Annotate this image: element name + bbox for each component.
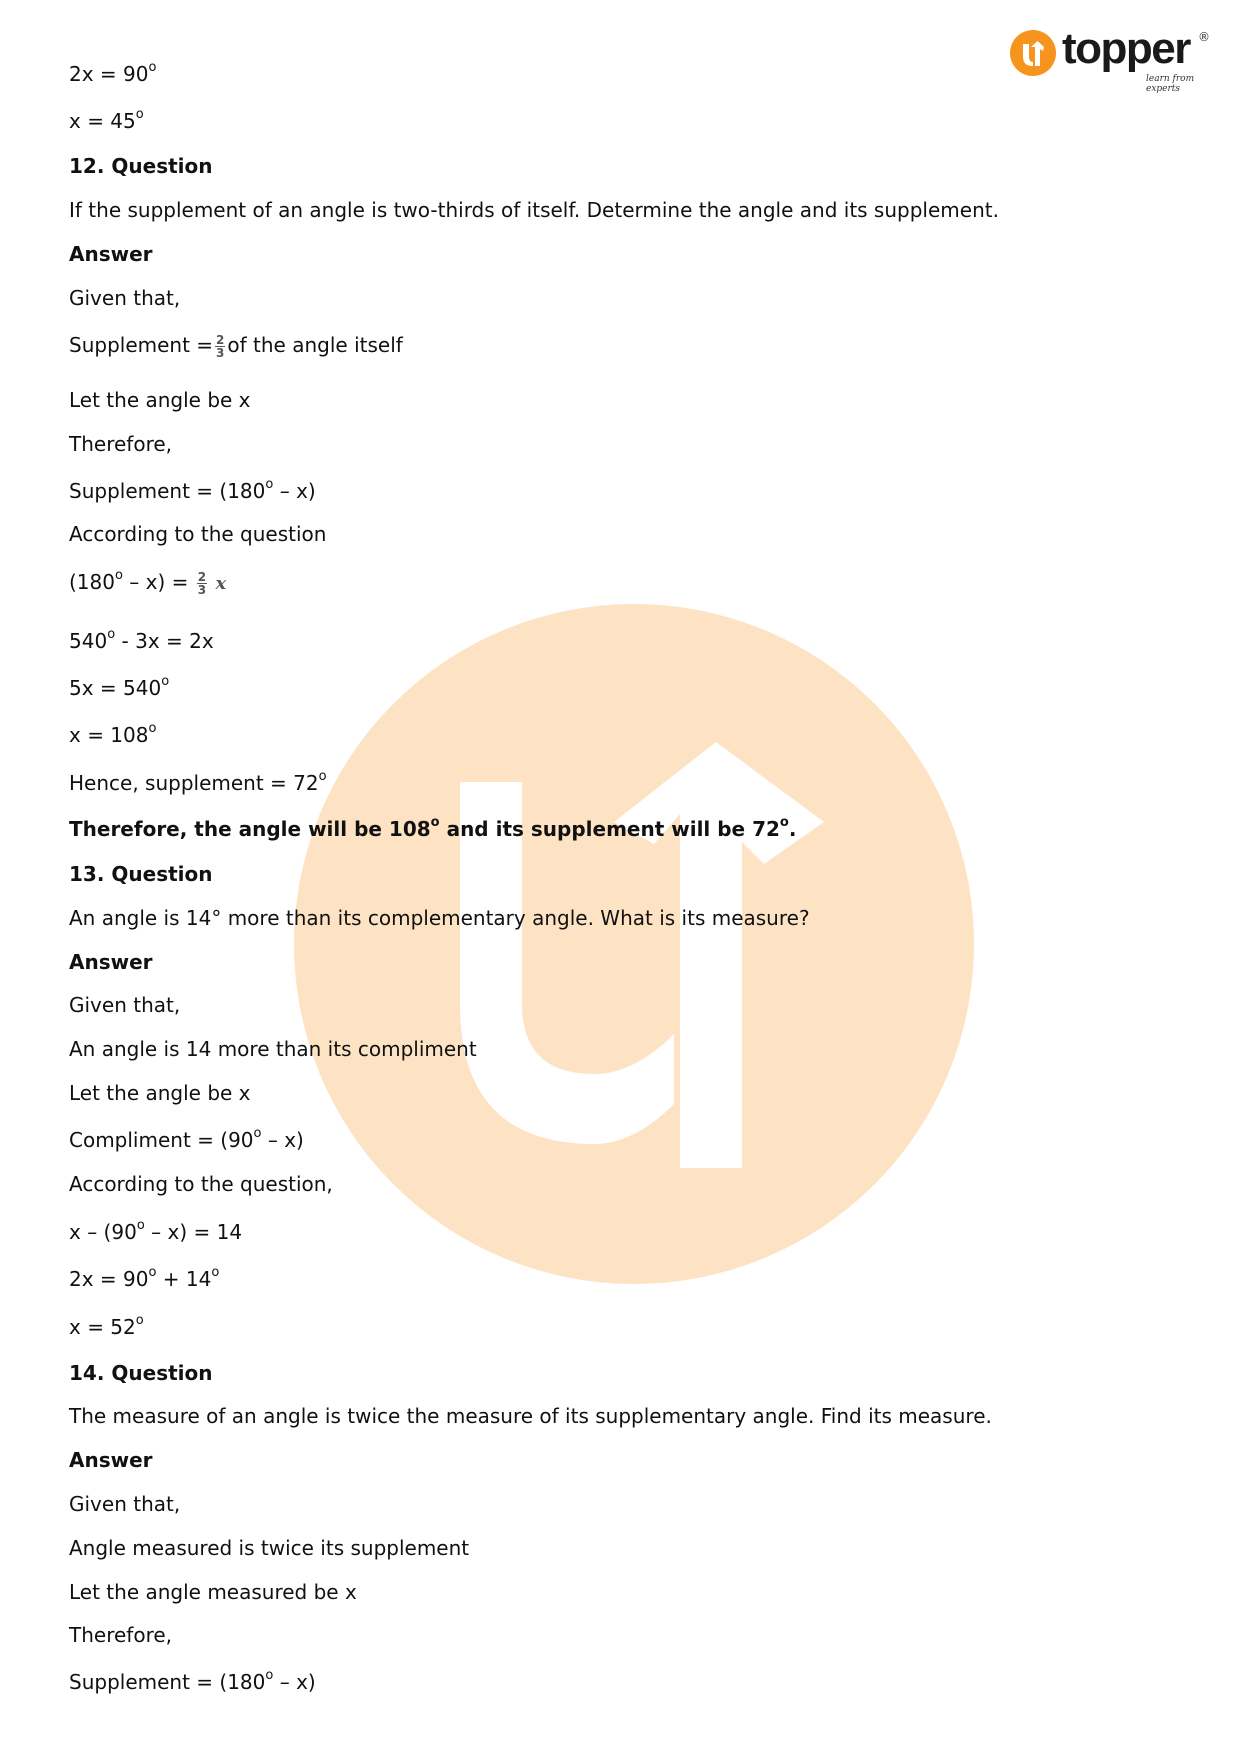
answer-line: Given that,	[69, 1492, 181, 1516]
brand-logo-icon	[1010, 30, 1056, 76]
answer-line: Therefore,	[69, 1623, 173, 1647]
equation-line: $x = 52^o$	[69, 1313, 144, 1339]
answer-line: Given that,	[69, 993, 181, 1017]
answer-line: Given that,	[69, 286, 181, 310]
answer-line: Let the angle be x	[69, 388, 251, 412]
answer-conclusion: Therefore, the angle will be 108$^o$ and its supplement will be 72$^o$.	[69, 815, 797, 841]
answer-line: Supplement = $\frac{2}{3}$ of the angle itself	[69, 333, 403, 360]
answer-line: According to the question	[69, 522, 327, 546]
question-12-title: 12. Question	[69, 154, 213, 178]
watermark-circle	[294, 604, 974, 1284]
question-12-text: If the supplement of an angle is two-thirds of itself. Determine the angle and its supplement.	[69, 198, 999, 222]
answer-heading: Answer	[69, 1448, 153, 1472]
answer-line: According to the question,	[69, 1172, 333, 1196]
question-14-title: 14. Question	[69, 1361, 213, 1385]
answer-line: Angle measured is twice its supplement	[69, 1536, 470, 1560]
brand-tagline: learn from experts	[1146, 74, 1195, 94]
equation-line: $x = 45^o$	[69, 107, 144, 133]
answer-line: Hence, supplement = $72^o$	[69, 769, 327, 795]
answer-heading: Answer	[69, 242, 153, 266]
fraction: $\frac{2}{3}$	[216, 333, 225, 360]
answer-line: An angle is 14 more than its compliment	[69, 1037, 477, 1061]
registered-mark: ®	[1198, 30, 1210, 44]
question-13-title: 13. Question	[69, 862, 213, 886]
equation-line: Supplement = $(180^o - x)$	[69, 1668, 316, 1694]
equation-line: $x = 108^o$	[69, 721, 157, 747]
equation-line: Compliment = $(90^o - x)$	[69, 1126, 304, 1152]
question-13-text: An angle is 14° more than its complementary angle. What is its measure?	[69, 906, 810, 930]
answer-heading: Answer	[69, 950, 153, 974]
equation-line: (180$^o$ – x) = $\frac{2}{3}$ x	[69, 568, 227, 597]
equation-line: Supplement = $(180^o - x)$	[69, 477, 316, 503]
equation-line: $2x = 90^o + 14^o$	[69, 1265, 220, 1291]
equation-line: $2x = 90^o$	[69, 60, 157, 86]
brand-name: topper	[1062, 24, 1190, 73]
equation-line: $5x = 540^o$	[69, 674, 170, 700]
fraction: $\frac{2}{3}$	[197, 570, 207, 597]
answer-line: Therefore,	[69, 432, 173, 456]
watermark-logo	[294, 604, 974, 1284]
brand-logo	[1010, 24, 1210, 94]
answer-line: Let the angle measured be x	[69, 1580, 357, 1604]
question-14-text: The measure of an angle is twice the measure of its supplementary angle. Find its measure.	[69, 1404, 992, 1428]
equation-line: 540$^o$ - 3x = 2x	[69, 627, 214, 653]
equation-line: x – (90$^o$ – x) = 14	[69, 1218, 243, 1244]
answer-line: Let the angle be x	[69, 1081, 251, 1105]
